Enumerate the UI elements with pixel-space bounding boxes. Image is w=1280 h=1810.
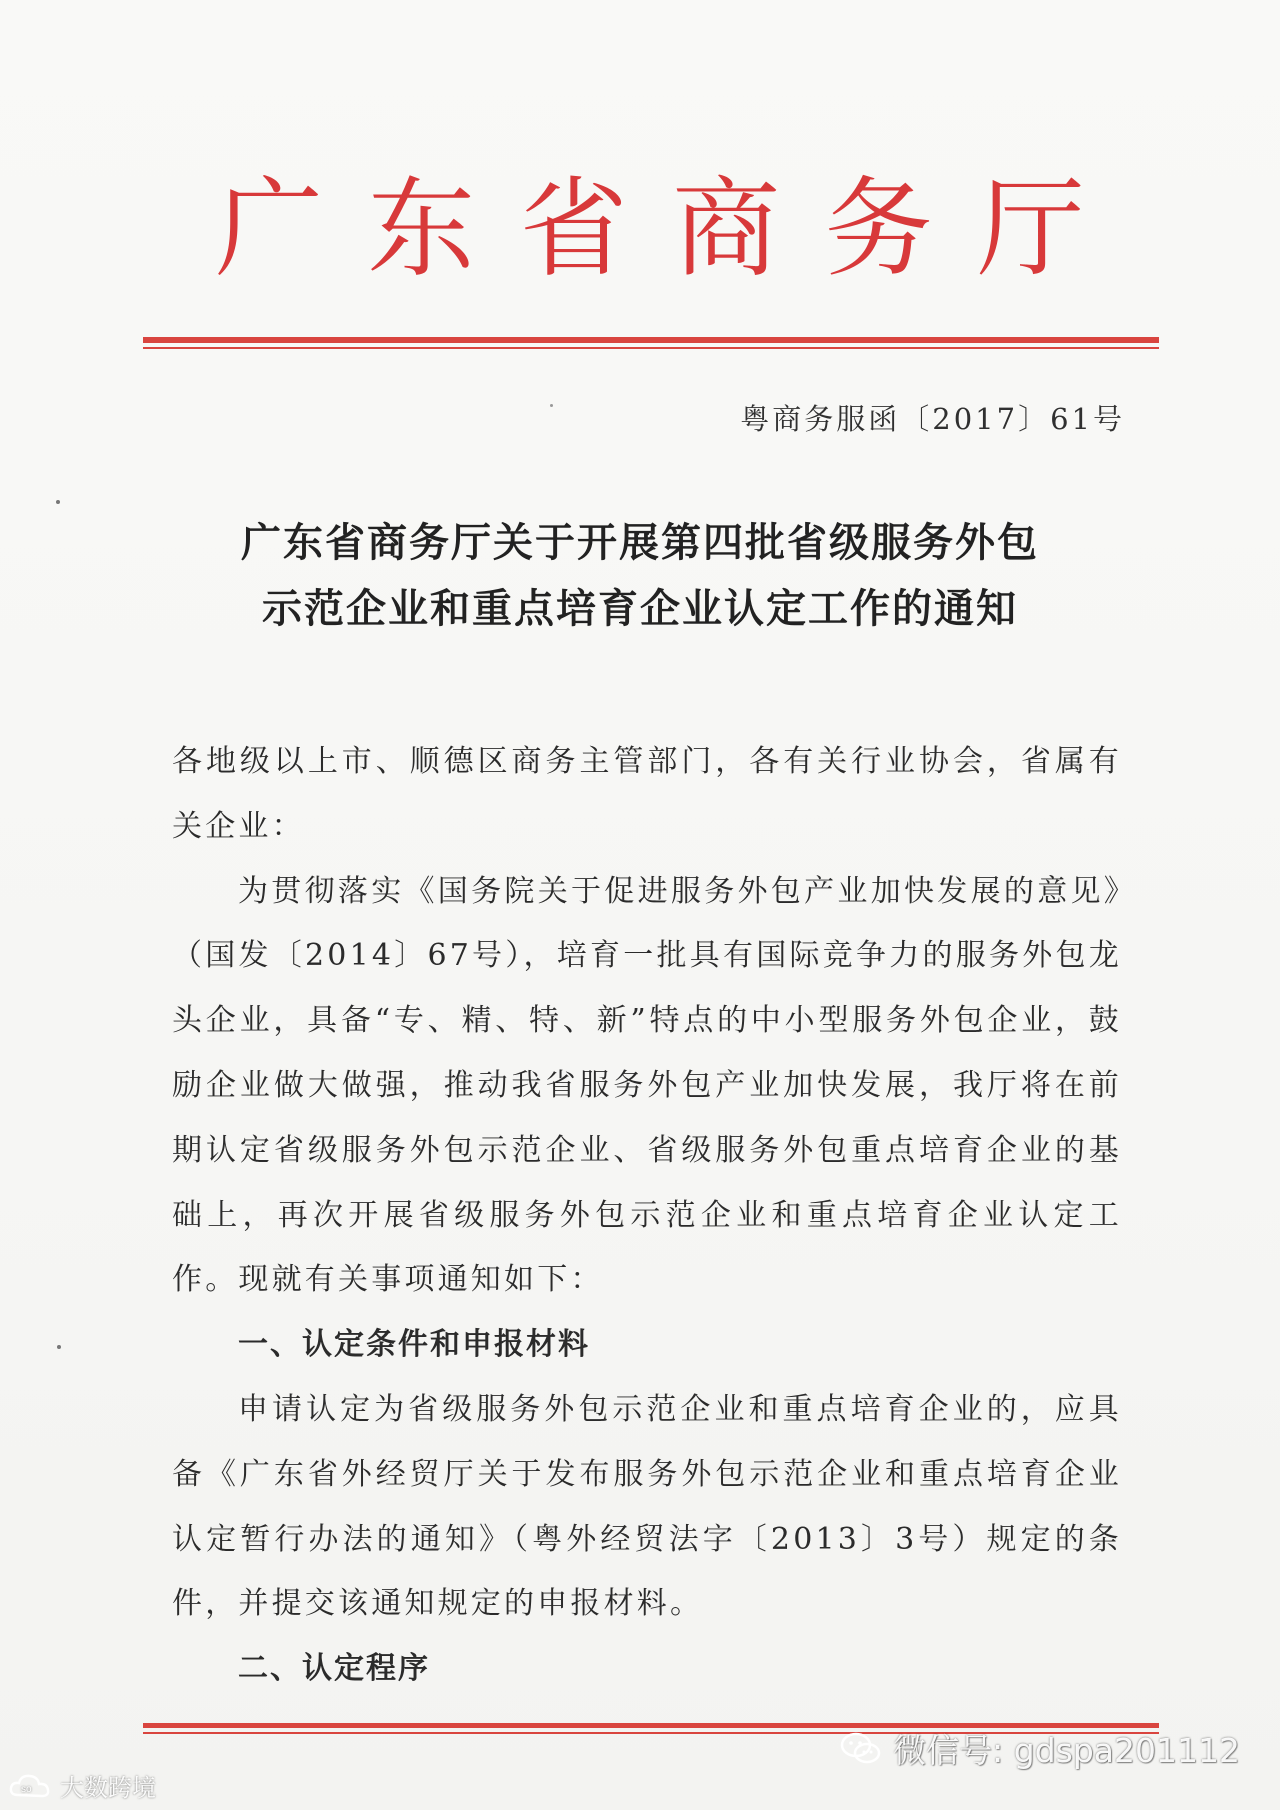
svg-text:so: so xyxy=(21,1783,32,1795)
scan-speck xyxy=(56,500,60,504)
header-red-rule-thin xyxy=(143,347,1159,349)
header-char: 东 xyxy=(367,167,476,292)
document-title-line: 示范企业和重点培育企业认定工作的通知 xyxy=(262,586,1018,632)
issuing-authority-heading xyxy=(215,167,1085,292)
header-red-rule xyxy=(143,337,1159,343)
wechat-id-label: 微信号: gdspa201112 xyxy=(893,1731,1240,1770)
scan-speck xyxy=(550,404,553,407)
header-char: 务 xyxy=(824,167,933,292)
document-body xyxy=(172,730,1122,1702)
header-char: 广 xyxy=(215,167,324,292)
header-char: 省 xyxy=(519,167,628,292)
section-heading: 二、认定程序 xyxy=(238,1651,430,1687)
section-heading: 一、认定条件和申报材料 xyxy=(238,1327,590,1363)
body-paragraph: 申请认定为省级服务外包示范企业和重点培育企业的，应具备《广东省外经贸厅关于发布服务外包示范企业和重点培育企业认定暂行办法的通知》（粤外经贸法字〔2013〕3号）规定的条件，并提交该通知规定的申报材料。 xyxy=(172,1391,1122,1622)
brand-watermark xyxy=(8,1768,156,1803)
document-title xyxy=(150,510,1130,642)
header-char: 商 xyxy=(672,167,781,292)
document-number: 粤商务服函〔2017〕61号 xyxy=(740,402,1125,436)
body-paragraph: 为贯彻落实《国务院关于促进服务外包产业加快发展的意见》（国发〔2014〕67号），培育一批具有国际竞争力的服务外包龙头企业，具备“专、精、特、新”特点的中小型服务外包企业，鼓励企业做大做强，推动我省服务外包产业加快发展，我厅将在前期认定省级服务外包示范企业、省级服务外包重点培育企业的基础上，再次开展省级服务外包示范企业和重点培育企业认定工作。现就有关事项通知如下： xyxy=(172,873,1122,1298)
cloud-logo-icon xyxy=(8,1771,54,1801)
header-char: 厅 xyxy=(976,167,1085,292)
document-title-line: 广东省商务厅关于开展第四批省级服务外包 xyxy=(241,520,1039,566)
scan-speck xyxy=(57,1345,61,1349)
wechat-watermark xyxy=(839,1725,1240,1772)
wechat-icon xyxy=(839,1729,883,1769)
brand-label: 大数跨境 xyxy=(60,1774,156,1802)
recipients-line: 各地级以上市、顺德区商务主管部门，各有关行业协会，省属有关企业： xyxy=(172,744,1122,844)
